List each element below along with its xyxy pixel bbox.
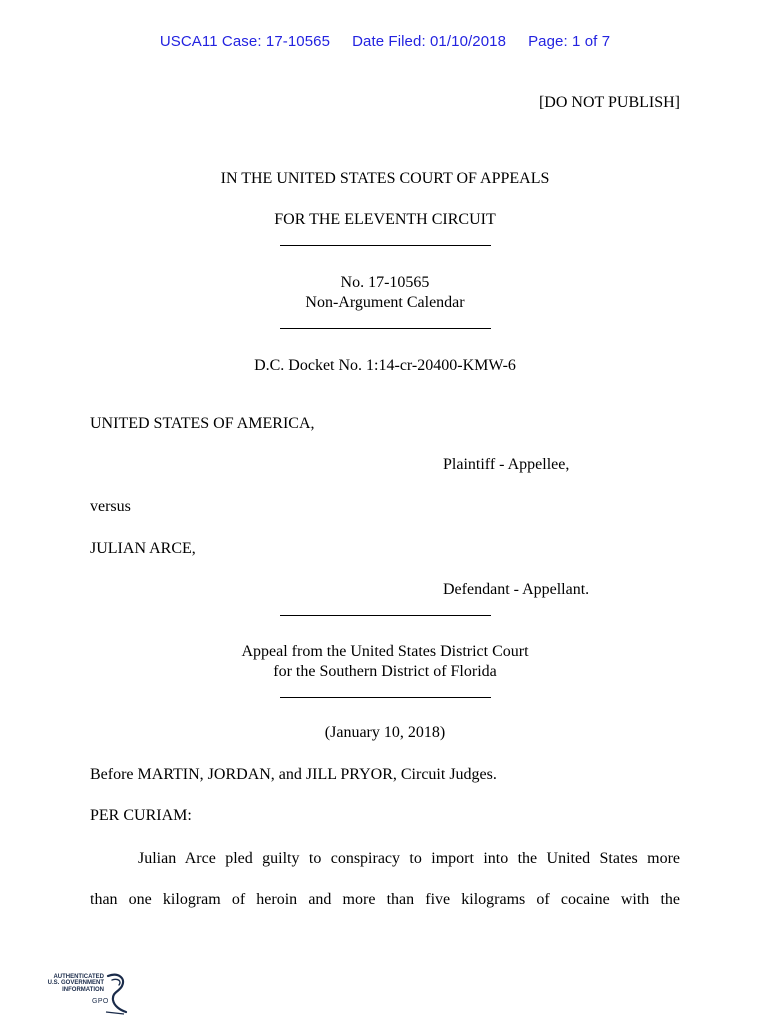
divider-rule xyxy=(280,328,491,329)
panel-judges: Before MARTIN, JORDAN, and JILL PRYOR, Circuit Judges. xyxy=(90,766,497,783)
case-number: No. 17-10565 xyxy=(340,274,430,291)
decision-date: (January 10, 2018) xyxy=(324,724,446,741)
date-filed-stamp: Date Filed: 01/10/2018 xyxy=(352,33,507,50)
divider-rule xyxy=(280,615,491,616)
gpo-text-line3: INFORMATION xyxy=(62,986,104,993)
divider-rule xyxy=(280,697,491,698)
defendant-name: JULIAN ARCE, xyxy=(90,540,196,557)
opinion-line-2: than one kilogram of heroin and more than five kilograms of cocaine with the xyxy=(90,891,680,908)
gpo-badge-text xyxy=(44,974,104,993)
opinion-line-1: Julian Arce pled guilty to conspiracy to import into the United States more xyxy=(138,850,680,867)
docket-number: D.C. Docket No. 1:14-cr-20400-KMW-6 xyxy=(254,357,516,374)
gpo-text-line1: AUTHENTICATED xyxy=(53,974,104,980)
filing-stamp-header xyxy=(0,33,770,50)
appeal-source-line1: Appeal from the United States District Court xyxy=(241,643,529,660)
page-count-stamp: Page: 1 of 7 xyxy=(528,33,611,50)
plaintiff-name: UNITED STATES OF AMERICA, xyxy=(90,415,315,432)
defendant-role: Defendant - Appellant. xyxy=(443,581,590,598)
per-curiam-heading: PER CURIAM: xyxy=(90,807,192,824)
gpo-text-line2: U.S. GOVERNMENT xyxy=(47,980,104,987)
court-name: IN THE UNITED STATES COURT OF APPEALS xyxy=(220,170,550,187)
versus-label: versus xyxy=(90,498,131,515)
publication-status: [DO NOT PUBLISH] xyxy=(538,94,680,111)
case-number-stamp: USCA11 Case: 17-10565 xyxy=(159,33,331,50)
circuit-name: FOR THE ELEVENTH CIRCUIT xyxy=(274,211,496,228)
gpo-authentication-badge xyxy=(44,972,128,1018)
gpo-label: GPO xyxy=(92,998,109,1005)
appeal-source-line2: for the Southern District of Florida xyxy=(273,663,497,680)
divider-rule xyxy=(280,245,491,246)
calendar-type: Non-Argument Calendar xyxy=(305,294,465,311)
plaintiff-role: Plaintiff - Appellee, xyxy=(443,456,570,473)
gpo-eagle-icon xyxy=(104,972,128,1016)
